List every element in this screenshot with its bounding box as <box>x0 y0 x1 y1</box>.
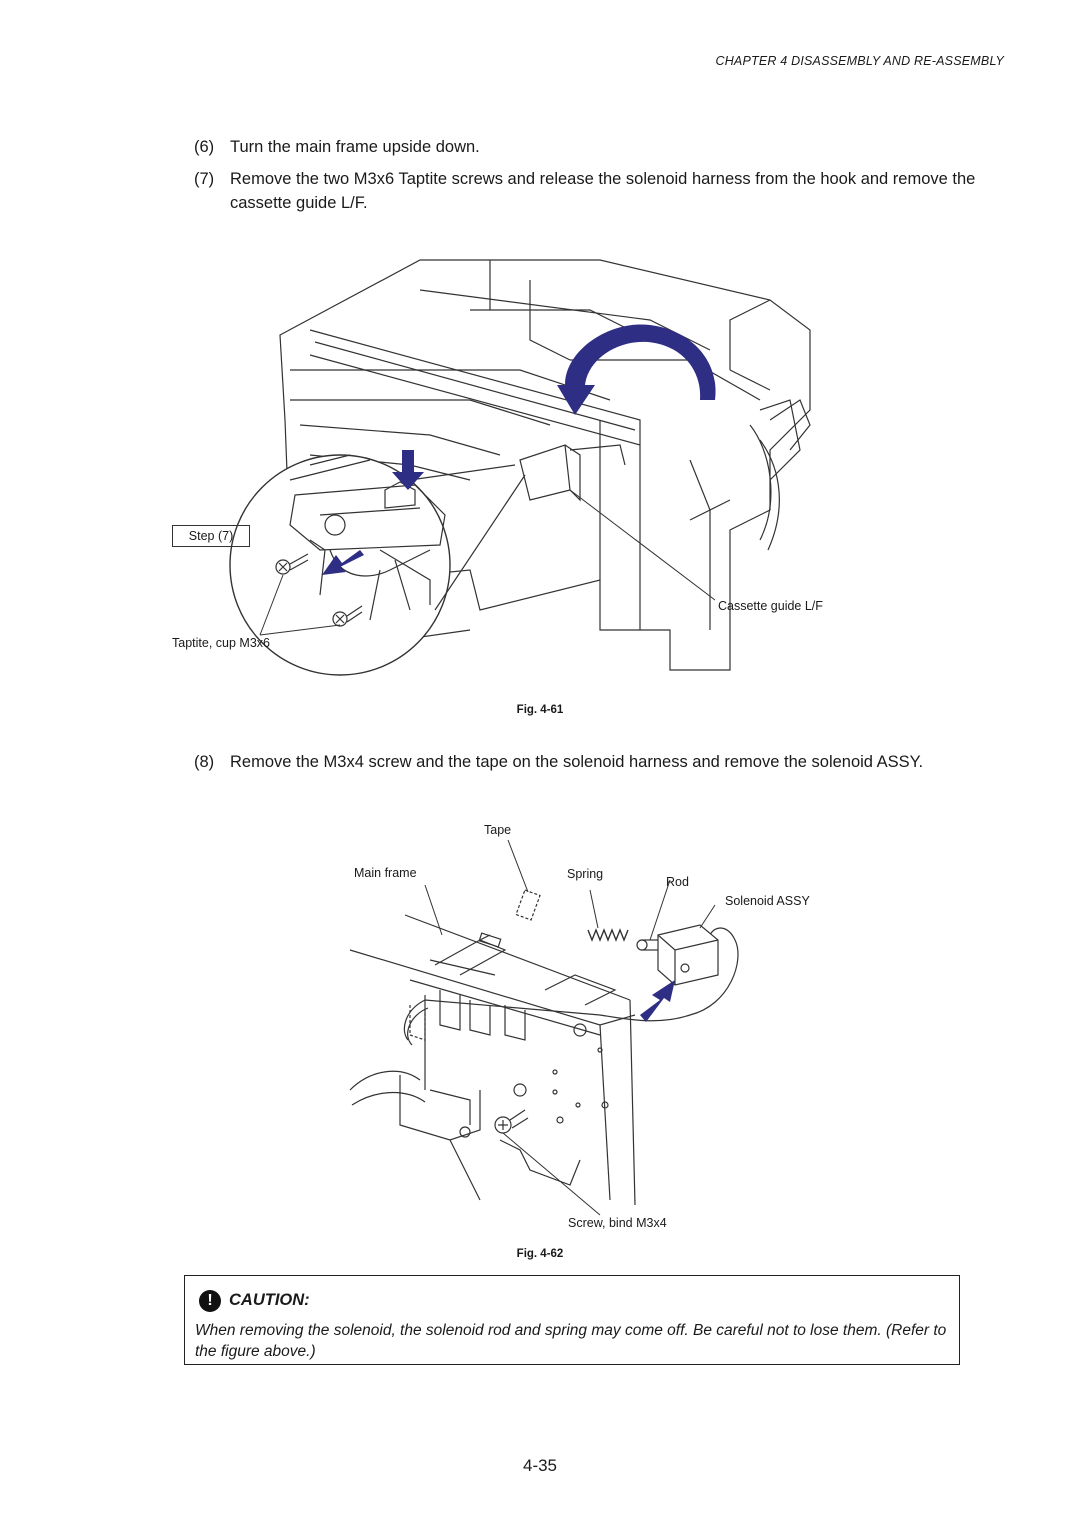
figure-4-61-illustration <box>170 250 830 680</box>
step-number: (7) <box>194 170 215 188</box>
figure-4-62-illustration <box>330 840 770 1220</box>
step-7-tag: Step (7) <box>172 525 250 547</box>
main-frame-label: Main frame <box>354 866 417 880</box>
solenoid-assy-label: Solenoid ASSY <box>725 894 810 908</box>
rod-label: Rod <box>666 875 689 889</box>
step-text: Remove the M3x4 screw and the tape on the solenoid harness and remove the solenoid ASSY. <box>230 753 924 771</box>
exclamation-icon: ! <box>199 1290 221 1312</box>
step-text: Turn the main frame upside down. <box>230 138 480 156</box>
step-number: (6) <box>194 138 215 156</box>
taptite-screw-label: Taptite, cup M3x6 <box>172 636 270 650</box>
chapter-header: CHAPTER 4 DISASSEMBLY AND RE-ASSEMBLY <box>715 54 1004 68</box>
caution-box <box>184 1275 960 1365</box>
figure-4-61-caption: Fig. 4-61 <box>516 704 564 716</box>
tape-label: Tape <box>484 823 512 837</box>
step-text: Remove the two M3x6 Taptite screws and release the solenoid harness from the hook and remove the cassette guide L/F. <box>230 170 976 212</box>
cassette-guide-label: Cassette guide L/F <box>718 599 823 613</box>
caution-text: When removing the solenoid, the solenoid rod and spring may come off. Be careful not to lose them. (Refer to the figure above.) <box>195 1322 947 1360</box>
step-number: (8) <box>194 753 215 771</box>
page-number: 4-35 <box>522 1456 558 1475</box>
caution-title: CAUTION: <box>229 1291 310 1309</box>
figure-4-62-caption: Fig. 4-62 <box>516 1248 564 1260</box>
spring-label: Spring <box>567 867 604 881</box>
screw-label: Screw, bind M3x4 <box>568 1216 667 1230</box>
